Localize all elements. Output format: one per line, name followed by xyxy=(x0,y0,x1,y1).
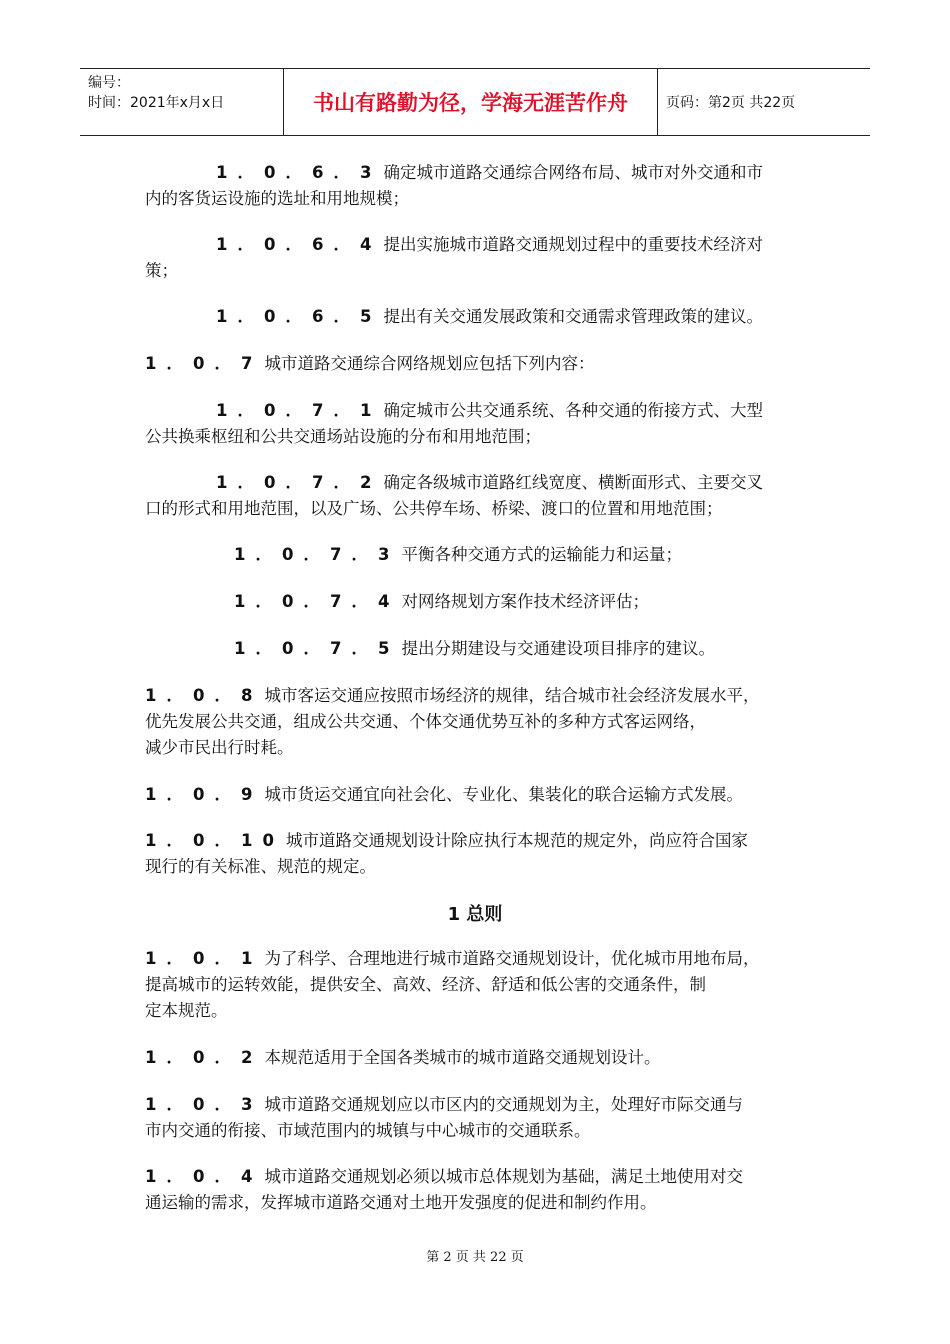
header-meta xyxy=(80,69,283,135)
paragraph-line: 本规范适用于全国各类城市的城市道路交通规划设计。 xyxy=(264,1048,661,1067)
paragraph-line: 城市货运交通宜向社会化、专业化、集装化的联合运输方式发展。 xyxy=(264,785,743,804)
paragraph-line: 城市道路交通规划设计除应执行本规范的规定外，尚应符合国家 xyxy=(285,831,748,850)
paragraph-line: 减少市民出行时耗。 xyxy=(145,738,294,757)
paragraph xyxy=(234,542,682,568)
paragraph-line: 对网络规划方案作技术经济评估； xyxy=(401,592,649,611)
paragraph-line: 城市道路交通规划必须以城市总体规划为基础，满足土地使用对交 xyxy=(264,1167,743,1186)
paragraph-line: 确定各级城市道路红线宽度、横断面形式、主要交叉 xyxy=(383,473,763,492)
paragraph-line: 提出实施城市道路交通规划过程中的重要技术经济对 xyxy=(383,235,763,254)
paragraph xyxy=(145,683,759,709)
paragraph xyxy=(216,398,763,424)
page-footer: 第 2 页 共 22 页 xyxy=(426,1250,524,1265)
paragraph-line: 确定城市公共交通系统、各种交通的衔接方式、大型 xyxy=(383,401,763,420)
section-title: 1 总则 xyxy=(447,904,503,925)
clause-number: 1．0．1 xyxy=(145,949,263,968)
paragraph xyxy=(145,828,748,854)
paragraph xyxy=(234,589,649,615)
clause-number: 1．0．8 xyxy=(145,686,263,705)
paragraph-line: 提高城市的运转效能，提供安全、高效、经济、舒适和低公害的交通条件，制 xyxy=(145,975,706,994)
paragraph xyxy=(145,946,759,972)
paragraph-line: 市内交通的衔接、市域范围内的城镇与中心城市的交通联系。 xyxy=(145,1121,591,1140)
paragraph xyxy=(216,160,763,186)
clause-number: 1．0．7．5 xyxy=(234,639,400,658)
paragraph-line: 策； xyxy=(145,261,178,280)
clause-number: 1．0．9 xyxy=(145,785,263,804)
paragraph-line: 定本规范。 xyxy=(145,1001,228,1020)
paragraph xyxy=(145,1092,743,1118)
clause-number: 1．0．4 xyxy=(145,1167,263,1186)
paragraph-line: 提出有关交通发展政策和交通需求管理政策的建议。 xyxy=(383,307,763,326)
paragraph-line: 确定城市道路交通综合网络布局、城市对外交通和市 xyxy=(383,163,763,182)
paragraph-line: 通运输的需求，发挥城市道路交通对土地开发强度的促进和制约作用。 xyxy=(145,1193,657,1212)
paragraph-line: 城市道路交通规划应以市区内的交通规划为主，处理好市际交通与 xyxy=(264,1095,743,1114)
clause-number: 1．0．6．3 xyxy=(216,163,382,182)
header-motto: 书山有路勤为径，学海无涯苦作舟 xyxy=(283,69,658,135)
paragraph-line: 优先发展公共交通，组成公共交通、个体交通优势互补的多种方式客运网络， xyxy=(145,712,706,731)
paragraph xyxy=(216,304,763,330)
paragraph-line: 城市客运交通应按照市场经济的规律，结合城市社会经济发展水平， xyxy=(264,686,760,705)
clause-number: 1．0．6．4 xyxy=(216,235,382,254)
paragraph xyxy=(145,351,594,377)
code-label: 编号： xyxy=(88,75,130,91)
paragraph xyxy=(145,1164,743,1190)
paragraph xyxy=(216,470,763,496)
page-header xyxy=(80,68,870,136)
paragraph-line: 口的形式和用地范围，以及广场、公共停车场、桥梁、渡口的位置和用地范围； xyxy=(145,499,723,518)
clause-number: 1．0．6．5 xyxy=(216,307,382,326)
paragraph-line: 现行的有关标准、规范的规定。 xyxy=(145,857,376,876)
paragraph xyxy=(216,232,763,258)
clause-number: 1．0．3 xyxy=(145,1095,263,1114)
paragraph xyxy=(234,636,715,662)
paragraph-line: 提出分期建设与交通建设项目排序的建议。 xyxy=(401,639,715,658)
header-page-info: 页码：第2页 共22页 xyxy=(666,95,796,111)
clause-number: 1．0．7．1 xyxy=(216,401,382,420)
paragraph-line: 平衡各种交通方式的运输能力和运量； xyxy=(401,545,682,564)
clause-number: 1．0．2 xyxy=(145,1048,263,1067)
paragraph xyxy=(145,1045,660,1071)
paragraph-line: 城市道路交通综合网络规划应包括下列内容： xyxy=(264,354,595,373)
clause-number: 1．0．7．4 xyxy=(234,592,400,611)
paragraph xyxy=(145,782,743,808)
clause-number: 1．0．7．2 xyxy=(216,473,382,492)
paragraph-line: 为了科学、合理地进行城市道路交通规划设计，优化城市用地布局， xyxy=(264,949,760,968)
paragraph-line: 公共换乘枢纽和公共交通场站设施的分布和用地范围； xyxy=(145,427,541,446)
clause-number: 1．0．10 xyxy=(145,831,284,850)
time-label: 时间：2021年x月x日 xyxy=(88,95,225,111)
clause-number: 1．0．7．3 xyxy=(234,545,400,564)
clause-number: 1．0．7 xyxy=(145,354,263,373)
paragraph-line: 内的客货运设施的选址和用地规模； xyxy=(145,189,409,208)
